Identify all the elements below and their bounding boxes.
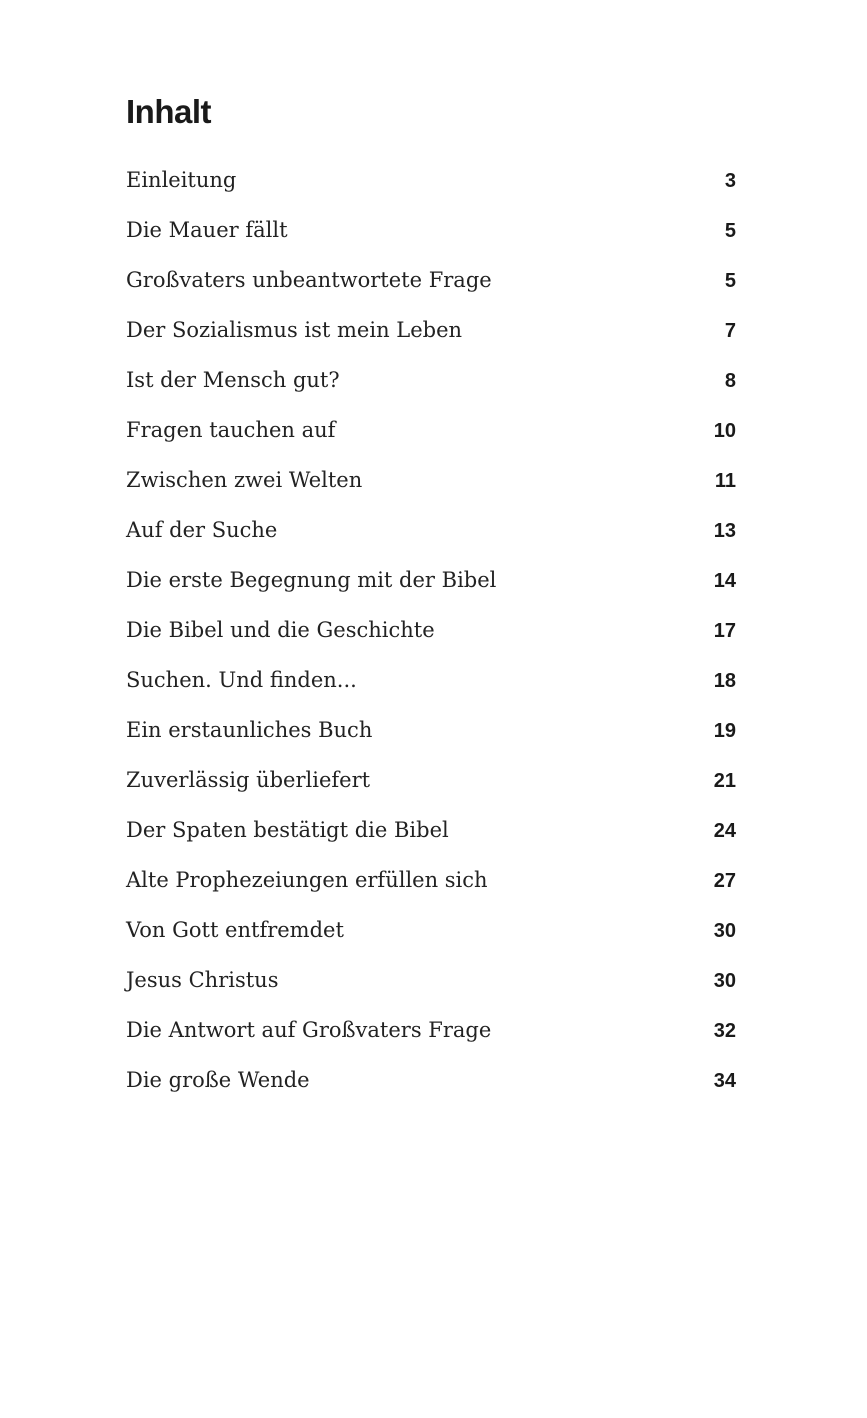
toc-entry-title: Alte Prophezeiungen erfüllen sich <box>126 868 488 892</box>
toc-entry-page-number: 21 <box>713 770 736 792</box>
toc-entry-title: Die große Wende <box>126 1068 310 1092</box>
page-title: Inhalt <box>126 93 211 130</box>
toc-entry-title: Ist der Mensch gut? <box>126 368 340 392</box>
toc-entry-page-number: 30 <box>713 920 736 942</box>
toc-entry-page-number: 8 <box>724 370 736 392</box>
toc-entry-page-number: 10 <box>713 420 736 442</box>
toc-entry-page-number: 34 <box>713 1070 736 1092</box>
toc-entry-page-number: 3 <box>724 170 736 192</box>
toc-entry-page-number: 13 <box>713 520 736 542</box>
toc-entry-page-number: 7 <box>724 320 736 342</box>
toc-entry-page-number: 17 <box>713 620 736 642</box>
toc-entry <box>126 612 736 662</box>
toc-entry <box>126 862 736 912</box>
toc-entry <box>126 462 736 512</box>
toc-entry <box>126 312 736 362</box>
toc-entry-page-number: 19 <box>713 720 736 742</box>
toc-entry-page-number: 27 <box>713 870 736 892</box>
toc-entry-title: Fragen tauchen auf <box>126 418 336 442</box>
toc-entry <box>126 712 736 762</box>
toc-entry-title: Der Sozialismus ist mein Leben <box>126 318 463 342</box>
toc-entry-title: Einleitung <box>126 168 237 192</box>
toc-entry-title: Die Mauer fällt <box>126 218 288 242</box>
toc-entry-title: Die erste Begegnung mit der Bibel <box>126 568 497 592</box>
toc-entry <box>126 212 736 262</box>
toc-entry-title: Auf der Suche <box>126 518 278 542</box>
toc-entry <box>126 1062 736 1112</box>
toc-entry-title: Die Bibel und die Geschichte <box>126 618 435 642</box>
toc-entry-page-number: 24 <box>713 820 736 842</box>
toc-entry-title: Der Spaten bestätigt die Bibel <box>126 818 449 842</box>
toc-entry <box>126 412 736 462</box>
toc-entry <box>126 562 736 612</box>
toc-entry <box>126 912 736 962</box>
toc-entry-title: Ein erstaunliches Buch <box>126 718 373 742</box>
toc-entry-title: Die Antwort auf Großvaters Frage <box>126 1018 492 1042</box>
toc-entry-title: Zwischen zwei Welten <box>126 468 363 492</box>
toc-entry-page-number: 11 <box>714 470 736 492</box>
toc-entry-page-number: 5 <box>724 220 736 242</box>
toc-entry-title: Suchen. Und finden... <box>126 668 357 692</box>
toc-entry-title: Von Gott entfremdet <box>126 918 344 942</box>
toc-entry <box>126 762 736 812</box>
toc-entry-title: Zuverlässig überliefert <box>126 768 371 792</box>
toc-entry <box>126 1012 736 1062</box>
toc-entry <box>126 162 736 212</box>
toc-entry-page-number: 30 <box>713 970 736 992</box>
toc-entry-title: Großvaters unbeantwortete Frage <box>126 268 492 292</box>
toc-entry-page-number: 5 <box>724 270 736 292</box>
toc-entry <box>126 362 736 412</box>
table-of-contents <box>126 162 736 1112</box>
toc-entry <box>126 662 736 712</box>
toc-entry-page-number: 32 <box>713 1020 736 1042</box>
toc-entry <box>126 962 736 1012</box>
toc-entry-page-number: 14 <box>713 570 736 592</box>
toc-entry-page-number: 18 <box>713 670 736 692</box>
toc-entry <box>126 262 736 312</box>
toc-entry-title: Jesus Christus <box>126 968 279 992</box>
toc-entry <box>126 812 736 862</box>
toc-entry <box>126 512 736 562</box>
